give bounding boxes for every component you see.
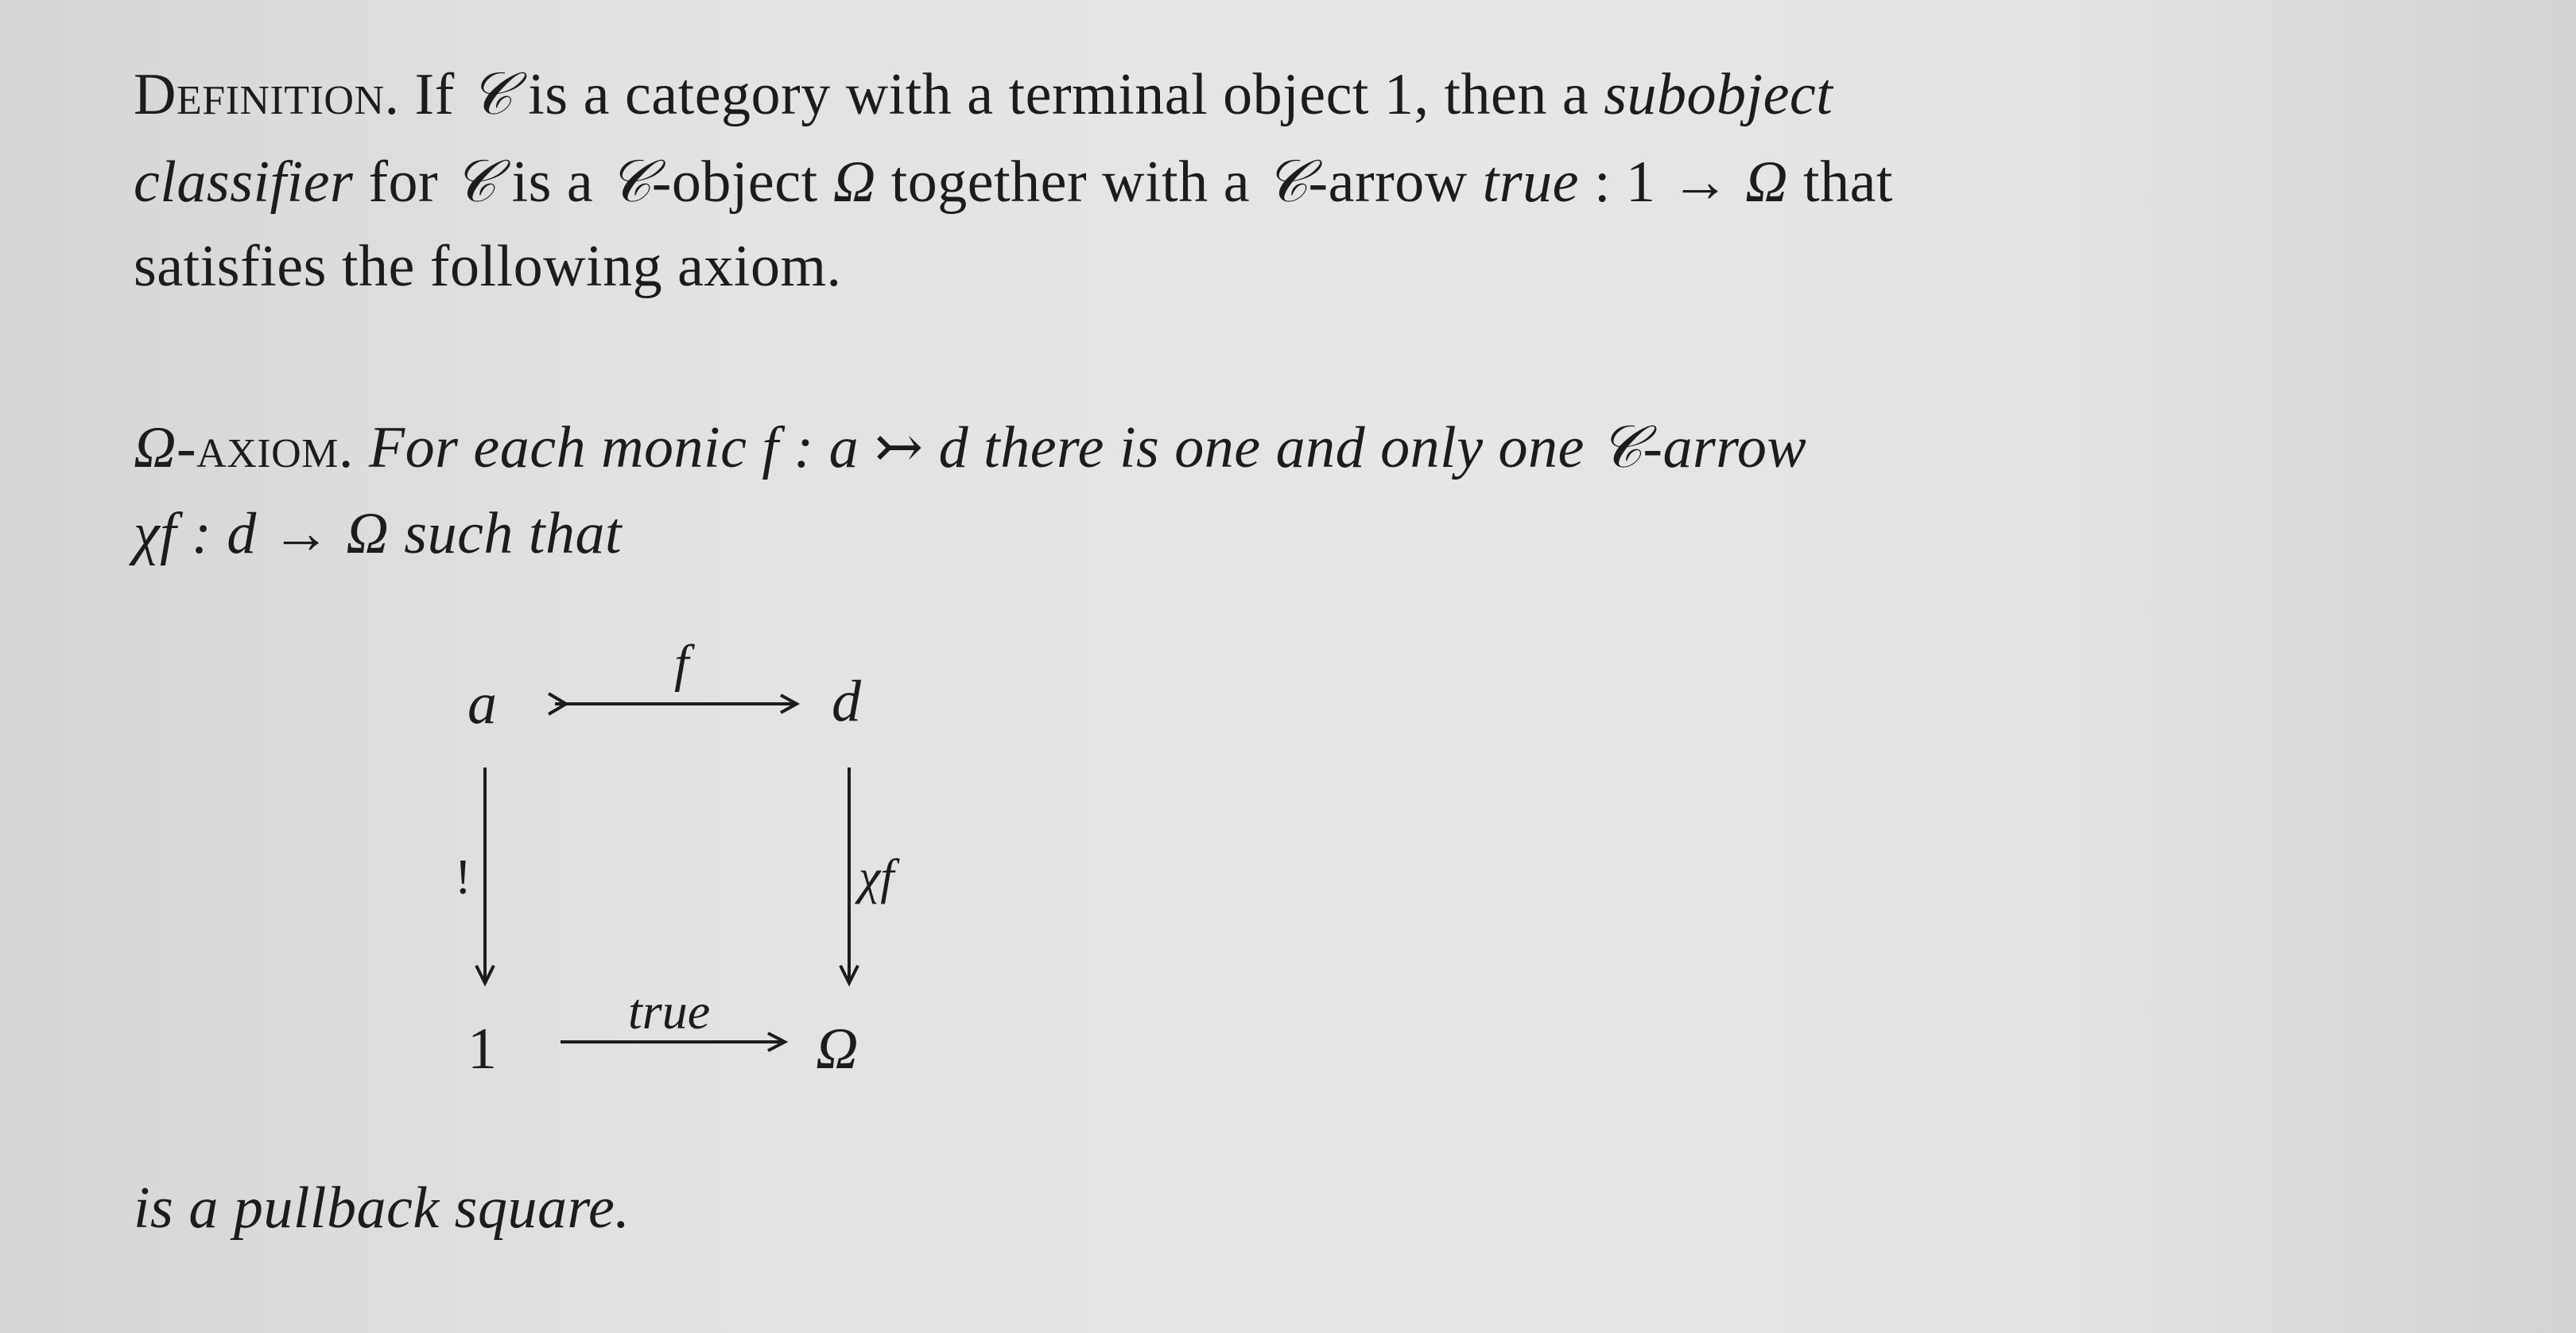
term-subobject: subobject — [1604, 62, 1833, 127]
label-chi-f: χf — [859, 850, 894, 904]
closing-line: is a pullback square. — [134, 1176, 630, 1241]
definition-line-1: Definition. If 𝒞 is a category with a terminal object 1, then a subobject — [134, 62, 1833, 127]
label-true: true — [628, 983, 711, 1040]
object-d: d — [832, 669, 861, 734]
label-f: f — [674, 635, 689, 693]
definition-line-3: satisfies the following axiom. — [134, 234, 842, 299]
object-terminal-1: 1 — [467, 1016, 497, 1082]
axiom-heading: -axiom. — [177, 415, 354, 480]
top-arrow — [549, 694, 797, 714]
object-omega: Ω — [816, 1016, 859, 1082]
right-arrow — [840, 768, 858, 983]
left-arrow — [476, 768, 494, 983]
definition-line-2: classifier for 𝒞 is a 𝒞-object Ω together with a 𝒞-arrow true : 1 → Ω that — [134, 150, 1893, 215]
axiom-line-1: Ω-axiom. For each monic f : a ↣ d there is one and only one 𝒞-arrow — [134, 415, 1807, 480]
term-classifier: classifier — [134, 150, 354, 215]
axiom-line-2: χf : d → Ω such that — [134, 501, 623, 566]
axiom-omega: Ω — [134, 415, 177, 480]
definition-heading: Definition. — [134, 62, 400, 127]
label-bang: ! — [455, 850, 471, 904]
object-a: a — [467, 671, 497, 736]
